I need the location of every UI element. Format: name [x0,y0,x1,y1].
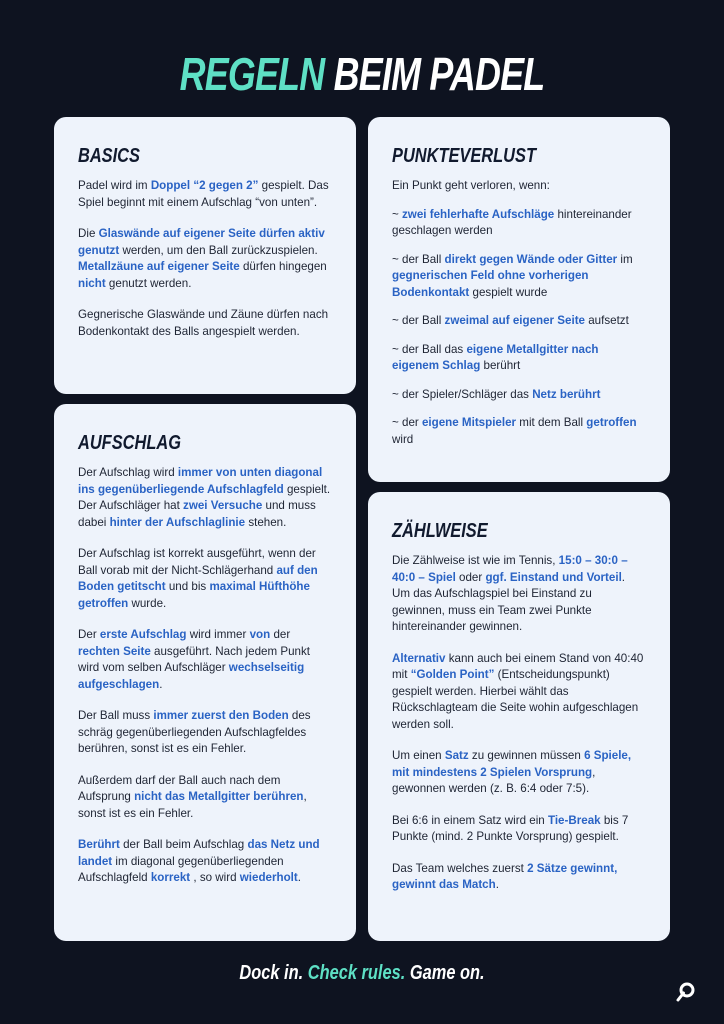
paragraph [392,861,646,894]
highlight-text: Satz [444,749,469,762]
highlight-text: hinter der Aufschlaglinie [109,515,246,529]
highlight-text: 6 Spiele, mit mindestens 2 Spielen Vorsprung [392,749,632,779]
paragraph [78,837,332,887]
body-text: werden, um den Ball zurückzuspielen. [119,243,318,257]
body-text: . [159,677,163,691]
paragraph [392,415,646,448]
body-text: wird [392,432,414,446]
body-text: Bei 6:6 in einem Satz wird ein [392,813,548,827]
body-text: im diagonal gegenüberliegenden Aufschlagfeld [78,854,284,884]
basics-heading: BASICS [78,145,140,167]
highlight-text: “Golden Point” [410,668,495,681]
punkteverlust-body [392,178,646,448]
body-text: berührt [480,359,521,372]
highlight-text: maximal Hüfthöhe getroffen [78,580,310,610]
body-text: Der [78,628,100,641]
body-text: zu gewinnen müssen [468,749,585,762]
body-text: gespielt wurde [469,285,548,299]
highlight-text: das Netz und landet [78,838,320,868]
aufschlag-heading: AUFSCHLAG [78,432,181,454]
highlight-text: von [249,628,271,641]
highlight-text: wechselseitig aufgeschlagen [78,661,305,691]
paragraph [78,307,332,340]
body-text: ~ [392,207,402,221]
body-text: kann auch bei einem Stand von 40:40 mit [392,651,644,681]
basics-card [54,117,356,394]
paragraph [78,708,332,758]
highlight-text: Tie-Break [547,813,601,827]
body-text: mit dem Ball [516,416,587,429]
highlight-text: Alternativ [392,651,446,665]
body-text: Gegnerische Glaswände und Zäune dürfen nach Bodenkontakt des Balls angespielt werden. [78,308,329,338]
highlight-text: immer zuerst den Boden [153,709,289,722]
highlight-text: erste Aufschlag [99,628,187,641]
body-text: Außerdem darf der Ball auch nach dem Aufsprung [78,773,281,803]
paragraph [78,773,332,823]
punkteverlust-heading: PUNKTEVERLUST [392,145,536,167]
body-text: der [270,628,291,641]
body-text: Der Aufschlag ist korrekt ausgeführt, wenn der Ball vorab mit der Nicht-Schlägerhand [78,547,316,577]
zaehlweise-heading: ZÄHLWEISE [392,520,488,542]
paragraph [78,226,332,292]
highlight-text: auf den Boden getitscht [78,563,318,593]
body-text: und bis [165,580,210,593]
body-text: des schräg gegenüberliegenden Aufschlagfeldes berühren, sonst ist es ein Fehler. [78,709,311,755]
body-text: aufsetzt [585,314,629,327]
body-text: Die [78,227,99,240]
body-text: genutzt werden. [105,276,192,290]
body-text: ~ der [392,416,422,429]
paragraph [392,387,646,404]
body-text: , gewonnen werden (z. B. 6:4 oder 7:5). [392,765,596,795]
paragraph [392,313,646,330]
body-text: im [617,252,633,266]
body-text: . [297,871,301,884]
body-text: Die Zählweise ist wie im Tennis, [392,554,559,567]
body-text: ~ der Spieler/Schläger das [392,387,533,401]
highlight-text: Netz berührt [532,387,601,401]
highlight-text: getroffen [586,416,637,429]
zaehlweise-card [368,492,670,941]
body-text: , sonst ist es ein Fehler. [78,790,307,820]
paragraph [392,813,646,846]
highlight-text: gegnerischen Feld ohne vorherigen Bodenkontakt [392,269,589,299]
highlight-text: Glaswände auf eigener Seite dürfen aktiv genutzt [78,227,325,257]
body-text: ~ der Ball [392,314,445,327]
body-text: oder [455,570,486,584]
body-text: stehen. [245,515,287,529]
body-text: (Entscheidungspunkt) gespielt werden. Hierbei wählt das Rückschlagteam die Seite wohin aufgeschlagen werden soll. [392,668,639,731]
highlight-text: Doppel “2 gegen 2” [150,179,259,192]
paragraph [392,252,646,302]
paragraph [78,465,332,531]
body-text: ausgeführt. Nach jedem Punkt wird vom selben Aufschläger [78,644,310,674]
footer-part1: Dock in. [239,962,304,984]
highlight-text: immer von unten diagonal ins gegenüberliegende Aufschlagfeld [78,466,323,496]
highlight-text: wiederholt [239,871,298,884]
highlight-text: korrekt [150,871,191,884]
paragraph [78,627,332,693]
paragraph [78,178,332,211]
highlight-text: Berührt [78,838,120,851]
body-text: bis 7 Punkte (mind. 2 Punkte Vorsprung) gespielt. [392,813,629,843]
body-text: Der Aufschlag wird [78,466,178,479]
footer-part2: Check rules. [307,962,406,984]
page-title-accent: REGELN [179,48,325,100]
highlight-text: zweimal auf eigener Seite [444,314,585,327]
body-text: der Ball beim Aufschlag [119,838,248,851]
highlight-text: eigene Metallgitter nach eigenem Schlag [392,342,599,372]
body-text: ~ der Ball [392,252,445,266]
body-text: wird immer [186,628,250,641]
highlight-text: zwei Versuche [183,499,263,512]
paragraph [392,207,646,240]
footer-part3: Game on. [409,962,485,984]
highlight-text: 15:0 – 30:0 – 40:0 – Spiel [392,554,628,584]
body-text: gespielt. Der Aufschläger hat [78,482,331,512]
paragraph [392,748,646,798]
body-text: gespielt. Das Spiel beginnt mit einem Aufschlag “von unten”. [78,179,329,209]
padel-logo-icon [674,981,696,1003]
body-text: hintereinander geschlagen werden [392,207,632,237]
body-text: Ein Punkt geht verloren, wenn: [392,179,550,192]
paragraph [78,546,332,612]
body-text: ~ der Ball das [392,342,467,356]
highlight-text: 2 Sätze gewinnt, gewinnt das Match [392,861,618,891]
highlight-text: rechten Seite [78,644,151,658]
highlight-text: ggf. Einstand und Vorteil [485,570,622,584]
body-text: Der Ball muss [78,709,154,722]
body-text: Das Team welches zuerst [392,861,528,875]
body-text: Padel wird im [78,179,151,192]
highlight-text: direkt gegen Wände oder Gitter [444,252,618,266]
highlight-text: nicht [78,276,106,290]
highlight-text: zwei fehlerhafte Aufschläge [402,207,555,221]
paragraph [392,178,646,195]
body-text: Um einen [392,749,445,762]
page-title-rest: BEIM PADEL [333,48,545,100]
punkteverlust-card [368,117,670,482]
highlight-text: nicht das Metallgitter berühren [134,790,304,803]
aufschlag-card [54,404,356,941]
body-text: und muss dabei [78,499,316,529]
paragraph [392,651,646,734]
highlight-text: eigene Mitspieler [421,416,517,429]
highlight-text: Metallzäune auf eigener Seite [78,260,240,273]
footer-slogan [65,962,659,985]
body-text: . [495,878,499,891]
body-text: wurde. [128,596,167,610]
aufschlag-body [78,465,332,887]
body-text: , so wird [190,871,240,884]
paragraph [392,342,646,375]
body-text: dürfen hingegen [239,260,327,273]
page-title [80,46,645,102]
paragraph [392,553,646,636]
zaehlweise-body [392,553,646,894]
body-text: . Um das Aufschlagspiel bei Einstand zu gewinnen, muss ein Team zwei Punkte hintereinander gewinnen. [392,570,626,633]
basics-body [78,178,332,340]
